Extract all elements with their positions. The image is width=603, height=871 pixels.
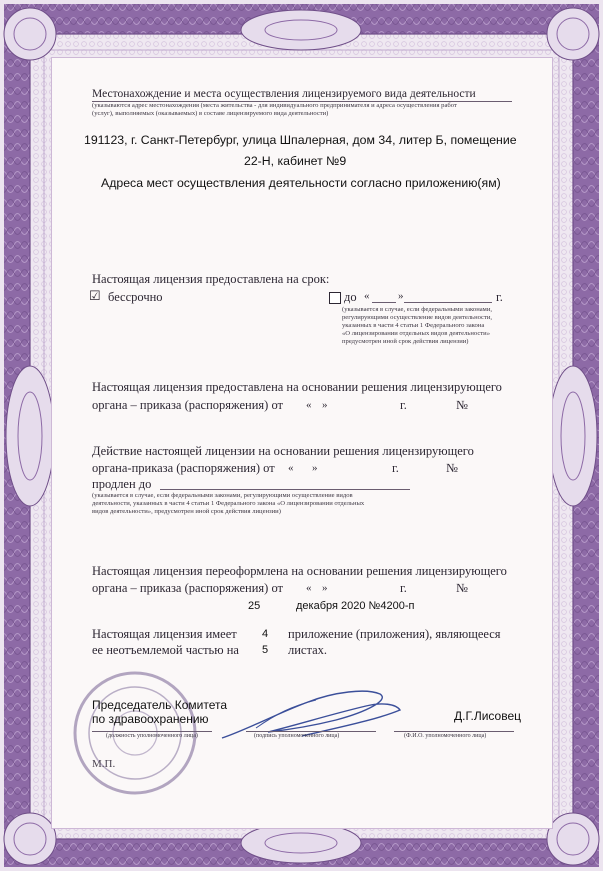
basis-line-1: Настоящая лицензия предоставлена на основании решения лицензирующего [92,380,502,394]
reissue-quote-open: « [306,582,312,594]
address-line-3: Адреса мест осуществления деятельности согласно приложению(ям) [101,176,501,190]
reissue-day: 25 [248,600,261,612]
reissue-year-suffix: г. [400,581,407,595]
term-note-2: регулирующими осуществление видов деятельности, [342,314,493,321]
unlimited-label: бессрочно [108,290,163,304]
caption-signature: (подпись уполномоченного лица) [254,733,340,739]
reissue-date: декабря 2020 №4200-п [296,600,415,612]
extension-quote-open: « [288,462,294,474]
basis-quote-open: « [306,399,312,411]
basis-year-suffix: г. [400,398,407,412]
signer-position-line-2: по здравоохранению [92,712,209,726]
extension-note-1: (указывается в случае, если федеральными законами, регулирующими осуществление видов [92,492,353,499]
reissue-line-2: органа – приказа (распоряжения) от [92,581,284,595]
checkbox-until-icon [329,292,341,304]
extension-quote-close: » [312,462,318,474]
until-label: до [344,290,357,304]
reissue-number-sign: № [456,581,468,595]
until-year-suffix: г. [496,290,503,304]
until-quote-open: « [364,290,370,302]
checkbox-unlimited-icon: ☑ [89,288,101,303]
term-note-4: «О лицензировании отдельных видов деятельности» [342,330,491,337]
extension-line-2: органа-приказа (распоряжения) от [92,461,275,475]
location-note-1: (указываются адрес местонахождения (места жительства - для индивидуального предпринимателя и адреса осуществления работ [92,102,457,109]
basis-line-2: органа – приказа (распоряжения) от [92,398,284,412]
stamp-place-label: М.П. [92,758,116,770]
appendix-count: 4 [262,628,269,640]
location-note-2: (услуг), выполняемых (оказываемых) в составе лицензируемого вида деятельности) [92,110,329,117]
signer-position-line-1: Председатель Комитета [92,698,228,712]
caption-position: (должность уполномоченного лица) [106,733,198,739]
extension-line-1: Действие настоящей лицензии на основании решения лицензирующего [92,444,474,458]
term-note-3: указанных в части 4 статьи 1 Федерального закона [342,322,485,329]
basis-number-sign: № [456,398,468,412]
appendix-line-1: Настоящая лицензия имеет [92,627,237,641]
signer-name: Д.Г.Лисовец [454,709,522,723]
term-note-5: предусмотрен иной срок действия лицензии) [342,338,469,345]
appendix-sheets: 5 [262,644,269,656]
appendix-line-2: ее неотъемлемой частью на [92,643,239,657]
address-line-2: 22-Н, кабинет №9 [244,154,347,168]
until-quote-close: » [398,290,404,302]
reissue-line-1: Настоящая лицензия переоформлена на основании решения лицензирующего [92,564,507,578]
appendix-line-1-rest: приложение (приложения), являющееся [288,627,501,641]
basis-quote-close: » [322,399,328,411]
address-line-1: 191123, г. Санкт-Петербург, улица Шпалерная, дом 34, литер Б, помещение [84,133,517,147]
term-label: Настоящая лицензия предоставлена на срок: [92,272,330,286]
term-note-1: (указывается в случае, если федеральными законами, [342,306,493,313]
extension-line-3: продлен до [92,477,152,491]
extension-year-suffix: г. [392,461,399,475]
extension-note-3: видов деятельности», предусмотрен иной срок действия лицензии) [92,508,281,515]
caption-name: (Ф.И.О. уполномоченного лица) [404,733,487,739]
extension-number-sign: № [446,461,458,475]
extension-note-2: деятельности, указанных в части 4 статьи 1 Федерального закона «О лицензировании отдельных [92,500,365,507]
location-heading: Местонахождение и места осуществления лицензируемого вида деятельности [92,88,476,100]
reissue-quote-close: » [322,582,328,594]
appendix-line-2-rest: листах. [288,643,328,657]
